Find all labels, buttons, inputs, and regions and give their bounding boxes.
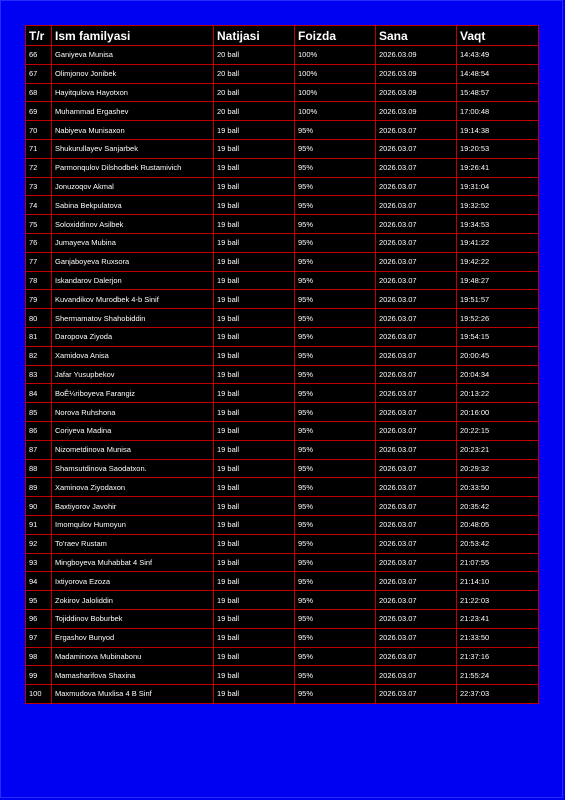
cell-date: 2026.03.07 (376, 515, 457, 534)
table-row (26, 121, 539, 140)
cell-date: 2026.03.07 (376, 403, 457, 422)
cell-name: Hayitqulova Hayotxon (52, 83, 214, 102)
cell-percent: 95% (295, 534, 376, 553)
cell-date: 2026.03.07 (376, 215, 457, 234)
cell-name: Jafar Yusupbekov (52, 365, 214, 384)
table-row (26, 647, 539, 666)
cell-score: 19 ball (214, 309, 295, 328)
cell-time: 19:14:38 (457, 121, 539, 140)
cell-score: 19 ball (214, 685, 295, 704)
cell-date: 2026.03.07 (376, 196, 457, 215)
cell-date: 2026.03.07 (376, 534, 457, 553)
cell-number: 81 (26, 327, 52, 346)
table-row (26, 233, 539, 252)
cell-date: 2026.03.07 (376, 158, 457, 177)
cell-number: 88 (26, 459, 52, 478)
cell-number: 96 (26, 609, 52, 628)
cell-score: 19 ball (214, 290, 295, 309)
cell-date: 2026.03.07 (376, 365, 457, 384)
cell-number: 75 (26, 215, 52, 234)
cell-score: 19 ball (214, 459, 295, 478)
table-row (26, 421, 539, 440)
column-header-percent: Foizda (295, 26, 376, 46)
cell-date: 2026.03.09 (376, 83, 457, 102)
cell-name: Madaminova Mubinabonu (52, 647, 214, 666)
table-row (26, 478, 539, 497)
cell-percent: 95% (295, 158, 376, 177)
cell-score: 19 ball (214, 440, 295, 459)
cell-date: 2026.03.07 (376, 440, 457, 459)
table-row (26, 685, 539, 704)
cell-number: 66 (26, 46, 52, 65)
cell-date: 2026.03.07 (376, 497, 457, 516)
cell-percent: 95% (295, 196, 376, 215)
table-row (26, 102, 539, 121)
cell-name: Nabiyeva Munisaxon (52, 121, 214, 140)
cell-number: 100 (26, 685, 52, 704)
table-row (26, 64, 539, 83)
cell-percent: 95% (295, 365, 376, 384)
cell-percent: 95% (295, 215, 376, 234)
cell-score: 19 ball (214, 384, 295, 403)
table-row (26, 309, 539, 328)
cell-number: 79 (26, 290, 52, 309)
cell-name: Jumayeva Mubina (52, 233, 214, 252)
cell-number: 73 (26, 177, 52, 196)
cell-time: 19:48:27 (457, 271, 539, 290)
cell-percent: 95% (295, 459, 376, 478)
table-row (26, 534, 539, 553)
cell-time: 20:00:45 (457, 346, 539, 365)
cell-date: 2026.03.07 (376, 572, 457, 591)
cell-percent: 95% (295, 233, 376, 252)
cell-name: Shermamatov Shahobiddin (52, 309, 214, 328)
cell-number: 91 (26, 515, 52, 534)
cell-date: 2026.03.07 (376, 628, 457, 647)
cell-time: 14:43:49 (457, 46, 539, 65)
cell-percent: 95% (295, 177, 376, 196)
cell-date: 2026.03.07 (376, 647, 457, 666)
cell-time: 14:48:54 (457, 64, 539, 83)
cell-date: 2026.03.07 (376, 591, 457, 610)
cell-name: Olimjonov Jonibek (52, 64, 214, 83)
cell-name: Mingboyeva Muhabbat 4 Sinf (52, 553, 214, 572)
table-row (26, 177, 539, 196)
cell-percent: 95% (295, 403, 376, 422)
cell-name: Imomqulov Humoyun (52, 515, 214, 534)
cell-score: 19 ball (214, 478, 295, 497)
cell-time: 20:29:32 (457, 459, 539, 478)
results-table (25, 25, 539, 704)
cell-name: Baxtiyorov Javohir (52, 497, 214, 516)
table-row (26, 83, 539, 102)
cell-time: 19:52:26 (457, 309, 539, 328)
column-header-time: Vaqt (457, 26, 539, 46)
cell-score: 19 ball (214, 609, 295, 628)
cell-time: 19:34:53 (457, 215, 539, 234)
cell-number: 87 (26, 440, 52, 459)
table-row (26, 553, 539, 572)
cell-score: 19 ball (214, 346, 295, 365)
cell-date: 2026.03.07 (376, 139, 457, 158)
cell-percent: 95% (295, 591, 376, 610)
cell-score: 20 ball (214, 46, 295, 65)
cell-name: Tojiddinov Boburbek (52, 609, 214, 628)
table-row (26, 440, 539, 459)
cell-time: 20:23:21 (457, 440, 539, 459)
cell-number: 97 (26, 628, 52, 647)
cell-time: 19:31:04 (457, 177, 539, 196)
cell-date: 2026.03.07 (376, 478, 457, 497)
table-row (26, 572, 539, 591)
cell-score: 19 ball (214, 572, 295, 591)
cell-score: 19 ball (214, 365, 295, 384)
table-row (26, 666, 539, 685)
cell-name: Kuvandikov Murodbek 4-b Sinif (52, 290, 214, 309)
cell-score: 20 ball (214, 83, 295, 102)
cell-percent: 95% (295, 271, 376, 290)
cell-number: 86 (26, 421, 52, 440)
table-row (26, 252, 539, 271)
cell-name: To'raev Rustam (52, 534, 214, 553)
cell-date: 2026.03.07 (376, 271, 457, 290)
table-row (26, 46, 539, 65)
cell-name: Soloxiddinov Asilbek (52, 215, 214, 234)
cell-name: Parmonqulov Dilshodbek Rustamivich (52, 158, 214, 177)
cell-name: Iskandarov Dalerjon (52, 271, 214, 290)
table-row (26, 215, 539, 234)
cell-number: 83 (26, 365, 52, 384)
cell-percent: 95% (295, 685, 376, 704)
cell-date: 2026.03.09 (376, 46, 457, 65)
cell-number: 95 (26, 591, 52, 610)
cell-score: 19 ball (214, 196, 295, 215)
cell-date: 2026.03.07 (376, 459, 457, 478)
cell-score: 19 ball (214, 252, 295, 271)
cell-date: 2026.03.07 (376, 233, 457, 252)
cell-score: 19 ball (214, 403, 295, 422)
cell-percent: 95% (295, 609, 376, 628)
cell-date: 2026.03.07 (376, 421, 457, 440)
cell-number: 76 (26, 233, 52, 252)
cell-date: 2026.03.09 (376, 64, 457, 83)
cell-percent: 95% (295, 553, 376, 572)
cell-date: 2026.03.07 (376, 177, 457, 196)
cell-name: Sabina Bekpulatova (52, 196, 214, 215)
cell-name: Xamidova Anisa (52, 346, 214, 365)
cell-date: 2026.03.09 (376, 102, 457, 121)
cell-name: Shukurullayev Sanjarbek (52, 139, 214, 158)
cell-name: Coriyeva Madina (52, 421, 214, 440)
cell-date: 2026.03.07 (376, 346, 457, 365)
column-header-score: Natijasi (214, 26, 295, 46)
cell-number: 72 (26, 158, 52, 177)
table-row (26, 591, 539, 610)
cell-percent: 95% (295, 309, 376, 328)
cell-time: 17:00:48 (457, 102, 539, 121)
cell-score: 19 ball (214, 139, 295, 158)
cell-score: 19 ball (214, 121, 295, 140)
cell-time: 15:48:57 (457, 83, 539, 102)
table-row (26, 290, 539, 309)
cell-time: 21:22:03 (457, 591, 539, 610)
cell-percent: 95% (295, 384, 376, 403)
cell-score: 20 ball (214, 102, 295, 121)
cell-percent: 95% (295, 290, 376, 309)
cell-date: 2026.03.07 (376, 553, 457, 572)
cell-time: 21:37:16 (457, 647, 539, 666)
cell-date: 2026.03.07 (376, 121, 457, 140)
table-row (26, 365, 539, 384)
cell-percent: 95% (295, 327, 376, 346)
column-header-date: Sana (376, 26, 457, 46)
cell-time: 19:42:22 (457, 252, 539, 271)
cell-percent: 95% (295, 666, 376, 685)
cell-name: Jonuzoqov Akmal (52, 177, 214, 196)
cell-time: 19:26:41 (457, 158, 539, 177)
cell-score: 19 ball (214, 515, 295, 534)
cell-number: 80 (26, 309, 52, 328)
cell-name: Norova Ruhshona (52, 403, 214, 422)
cell-percent: 100% (295, 102, 376, 121)
table-row (26, 628, 539, 647)
column-header-name: Ism familyasi (52, 26, 214, 46)
cell-score: 19 ball (214, 177, 295, 196)
cell-name: Shamsutdinova Saodatxon. (52, 459, 214, 478)
cell-percent: 95% (295, 572, 376, 591)
cell-number: 69 (26, 102, 52, 121)
cell-percent: 95% (295, 440, 376, 459)
cell-time: 21:55:24 (457, 666, 539, 685)
cell-number: 90 (26, 497, 52, 516)
cell-date: 2026.03.07 (376, 685, 457, 704)
column-header-number: T/r (26, 26, 52, 46)
cell-number: 84 (26, 384, 52, 403)
cell-score: 19 ball (214, 553, 295, 572)
cell-time: 19:32:52 (457, 196, 539, 215)
table-header-row (26, 26, 539, 46)
cell-name: Nizometdinova Munisa (52, 440, 214, 459)
cell-score: 19 ball (214, 591, 295, 610)
table-row (26, 271, 539, 290)
cell-score: 19 ball (214, 158, 295, 177)
cell-percent: 95% (295, 628, 376, 647)
table-row (26, 346, 539, 365)
table-row (26, 459, 539, 478)
cell-number: 78 (26, 271, 52, 290)
cell-number: 68 (26, 83, 52, 102)
table-row (26, 403, 539, 422)
cell-date: 2026.03.07 (376, 327, 457, 346)
cell-date: 2026.03.07 (376, 384, 457, 403)
cell-number: 93 (26, 553, 52, 572)
cell-percent: 95% (295, 121, 376, 140)
cell-number: 71 (26, 139, 52, 158)
cell-percent: 95% (295, 252, 376, 271)
cell-name: Ixtiyorova Ezoza (52, 572, 214, 591)
cell-time: 21:14:10 (457, 572, 539, 591)
table-row (26, 497, 539, 516)
cell-time: 21:33:50 (457, 628, 539, 647)
cell-time: 20:22:15 (457, 421, 539, 440)
cell-number: 98 (26, 647, 52, 666)
cell-time: 20:16:00 (457, 403, 539, 422)
cell-percent: 95% (295, 478, 376, 497)
cell-number: 99 (26, 666, 52, 685)
table-row (26, 139, 539, 158)
cell-time: 20:53:42 (457, 534, 539, 553)
cell-name: Ganjaboyeva Ruxsora (52, 252, 214, 271)
cell-date: 2026.03.07 (376, 609, 457, 628)
cell-score: 19 ball (214, 271, 295, 290)
cell-number: 89 (26, 478, 52, 497)
cell-time: 21:07:55 (457, 553, 539, 572)
cell-percent: 100% (295, 64, 376, 83)
cell-percent: 95% (295, 647, 376, 666)
table-row (26, 609, 539, 628)
cell-time: 19:41:22 (457, 233, 539, 252)
table-row (26, 196, 539, 215)
cell-time: 20:48:05 (457, 515, 539, 534)
cell-time: 19:51:57 (457, 290, 539, 309)
cell-percent: 95% (295, 421, 376, 440)
cell-percent: 95% (295, 515, 376, 534)
table-row (26, 515, 539, 534)
table-row (26, 327, 539, 346)
table-row (26, 158, 539, 177)
cell-name: Daropova Ziyoda (52, 327, 214, 346)
cell-date: 2026.03.07 (376, 252, 457, 271)
cell-percent: 95% (295, 139, 376, 158)
cell-percent: 95% (295, 497, 376, 516)
cell-number: 77 (26, 252, 52, 271)
cell-name: Xaminova Ziyodaxon (52, 478, 214, 497)
cell-time: 19:20:53 (457, 139, 539, 158)
cell-percent: 100% (295, 46, 376, 65)
cell-time: 21:23:41 (457, 609, 539, 628)
cell-number: 82 (26, 346, 52, 365)
cell-number: 67 (26, 64, 52, 83)
cell-number: 92 (26, 534, 52, 553)
cell-time: 22:37:03 (457, 685, 539, 704)
cell-date: 2026.03.07 (376, 309, 457, 328)
cell-score: 19 ball (214, 666, 295, 685)
cell-time: 20:13:22 (457, 384, 539, 403)
cell-date: 2026.03.07 (376, 290, 457, 309)
cell-number: 70 (26, 121, 52, 140)
cell-number: 85 (26, 403, 52, 422)
cell-time: 20:33:50 (457, 478, 539, 497)
cell-date: 2026.03.07 (376, 666, 457, 685)
cell-score: 19 ball (214, 327, 295, 346)
cell-score: 20 ball (214, 64, 295, 83)
cell-score: 19 ball (214, 534, 295, 553)
table-body (26, 46, 539, 704)
cell-number: 74 (26, 196, 52, 215)
cell-score: 19 ball (214, 628, 295, 647)
cell-score: 19 ball (214, 233, 295, 252)
cell-score: 19 ball (214, 421, 295, 440)
cell-name: Maxmudova Muxlisa 4 B Sinf (52, 685, 214, 704)
cell-number: 94 (26, 572, 52, 591)
cell-percent: 100% (295, 83, 376, 102)
cell-score: 19 ball (214, 497, 295, 516)
cell-name: Muhammad Ergashev (52, 102, 214, 121)
cell-percent: 95% (295, 346, 376, 365)
cell-time: 20:04:34 (457, 365, 539, 384)
cell-name: BoÊ¼riboyeva Farangiz (52, 384, 214, 403)
table-row (26, 384, 539, 403)
cell-name: Ganiyeva Munisa (52, 46, 214, 65)
cell-score: 19 ball (214, 647, 295, 666)
cell-time: 19:54:15 (457, 327, 539, 346)
cell-name: Mamasharifova Shaxina (52, 666, 214, 685)
cell-time: 20:35:42 (457, 497, 539, 516)
cell-name: Ergashov Bunyod (52, 628, 214, 647)
cell-name: Zokirov Jaloliddin (52, 591, 214, 610)
cell-score: 19 ball (214, 215, 295, 234)
